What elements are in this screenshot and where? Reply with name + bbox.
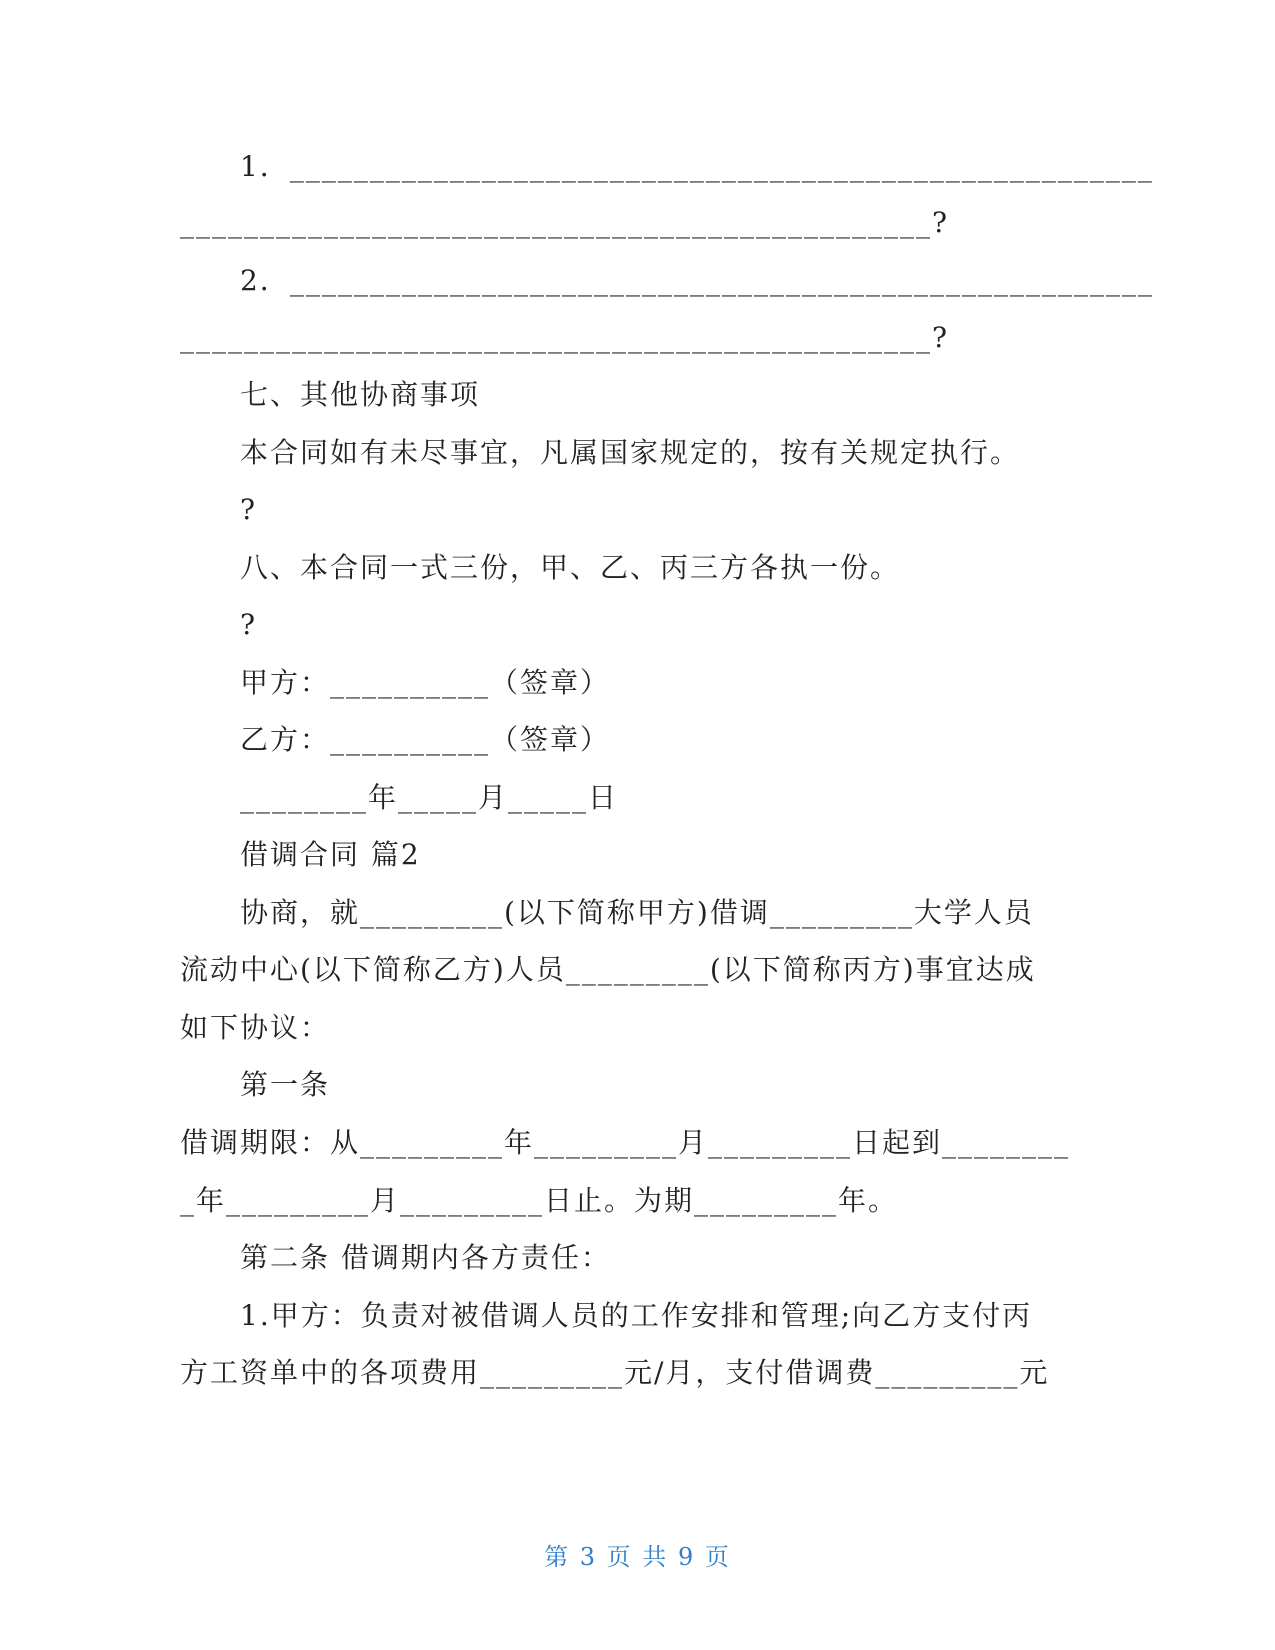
paragraph-text: 1.甲方：负责对被借调人员的工作安排和管理;向乙方支付丙 (240, 1299, 1033, 1332)
blank-line-2-end: _______________________________________________? (180, 321, 950, 354)
placeholder-mark: ? (240, 608, 258, 641)
paragraph-text: 本合同如有未尽事宜，凡属国家规定的，按有关规定执行。 (240, 436, 1021, 469)
paragraph-text: 协商，就_________(以下简称甲方)借调_________大学人员 (240, 896, 1034, 929)
party-a-signature-line: 甲方：__________（签章） (240, 666, 611, 699)
paragraph-text: 如下协议： (180, 1011, 331, 1044)
party-b-signature-line: 乙方：__________（签章） (240, 723, 611, 756)
date-line: ________年_____月_____日 (240, 781, 619, 814)
blank-line-1-start: 1．______________________________________________________ (240, 150, 1154, 183)
article-heading-1: 第一条 (240, 1068, 331, 1101)
blank-line-2-start: 2．______________________________________________________ (240, 264, 1154, 297)
paragraph-text: 方工资单中的各项费用_________元/月，支付借调费_________元 (180, 1356, 1050, 1389)
contract-title: 借调合同 篇2 (240, 838, 421, 871)
blank-line-1-end: _______________________________________________? (180, 206, 950, 239)
paragraph-text: 借调期限：从_________年_________月_________日起到________ (180, 1126, 1071, 1159)
article-heading-2: 第二条 借调期内各方责任： (240, 1241, 611, 1274)
paragraph-text: _年_________月_________日止。为期_________年。 (180, 1184, 899, 1217)
section-heading-8: 八、本合同一式三份，甲、乙、丙三方各执一份。 (240, 551, 901, 584)
paragraph-text: 流动中心(以下简称乙方)人员_________(以下简称丙方)事宜达成 (180, 953, 1036, 986)
placeholder-mark: ? (240, 493, 258, 526)
section-heading-7: 七、其他协商事项 (240, 378, 481, 411)
page-footer: 第 3 页 共 9 页 (544, 1543, 731, 1571)
